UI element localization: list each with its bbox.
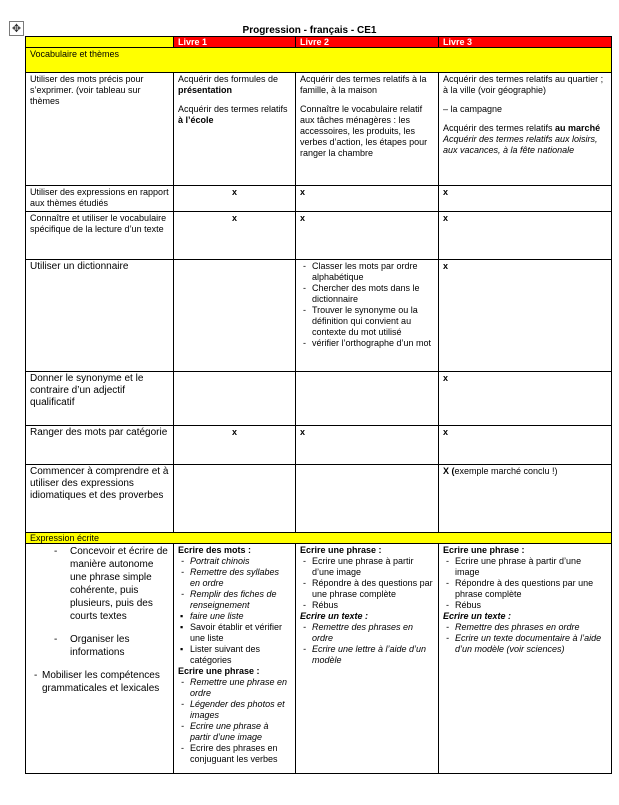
skill-text: Mobiliser les compétences grammaticales et lexicales xyxy=(42,670,160,694)
list-item: - Classer les mots par ordre alphabétique xyxy=(312,261,434,283)
list-item: - Ecrire une phrase à partir d’une image xyxy=(190,721,291,743)
cell-text-bold: X ( xyxy=(443,466,455,476)
list-item: - Ecrire une phrase à partir d’une image xyxy=(312,556,434,578)
table-move-handle-icon[interactable]: ✥ xyxy=(9,21,24,36)
list-item: ▪ faire une liste xyxy=(190,611,291,622)
section-row-expression-ecrite xyxy=(26,533,612,544)
skill-cell xyxy=(26,544,174,774)
skill-cell: Utiliser des mots précis pour s’exprimer. (voir tableau sur thèmes xyxy=(26,73,174,186)
skill-cell: Commencer à comprendre et à utiliser des expressions idiomatiques et des proverbes xyxy=(26,465,174,533)
livre2-mark: x xyxy=(296,212,439,260)
cell-text: exemple marché conclu !) xyxy=(454,466,558,476)
table-row xyxy=(26,73,612,186)
list-item: - Remettre des phrases en ordre xyxy=(455,622,607,633)
livre3-mark: x xyxy=(439,260,612,372)
cell-text-bold: au marché xyxy=(555,123,601,133)
list-item: ▪ Lister suivant des catégories xyxy=(190,644,291,666)
livre3-mark: x xyxy=(439,186,612,212)
header-row xyxy=(26,37,612,48)
cell-text: Acquérir des termes relatifs à la famille, à la maison xyxy=(300,74,427,95)
livre1-cell xyxy=(174,260,296,372)
section-row-vocabulaire xyxy=(26,48,612,73)
list-item: - Légender des photos et images xyxy=(190,699,291,721)
list xyxy=(443,556,607,611)
skill-cell: Utiliser un dictionnaire xyxy=(26,260,174,372)
list xyxy=(443,622,607,655)
page-title: Progression - français - CE1 xyxy=(242,25,377,36)
cell-heading: Ecrire une phrase : xyxy=(443,545,525,555)
table-row xyxy=(26,260,612,372)
header-livre-3: Livre 3 xyxy=(439,37,612,48)
skill-text: Organiser les informations xyxy=(70,634,130,658)
livre1-cell xyxy=(174,372,296,426)
section-title-expression-ecrite: Expression écrite xyxy=(26,533,612,544)
list xyxy=(178,611,291,666)
table-row xyxy=(26,426,612,465)
skill-cell: Utiliser des expressions en rapport aux thèmes étudiés xyxy=(26,186,174,212)
livre3-mark: x xyxy=(439,212,612,260)
skill-cell: Connaître et utiliser le vocabulaire spécifique de la lecture d’un texte xyxy=(26,212,174,260)
cell-heading: Ecrire un texte : xyxy=(300,611,369,621)
livre2-cell xyxy=(296,260,439,372)
livre3-cell xyxy=(439,544,612,774)
skill-cell: Donner le synonyme et le contraire d’un adjectif qualificatif xyxy=(26,372,174,426)
livre1-cell xyxy=(174,73,296,186)
livre2-cell xyxy=(296,544,439,774)
cell-text-bold: à l’école xyxy=(178,115,214,125)
livre2-mark: x xyxy=(296,426,439,465)
list xyxy=(300,622,434,666)
cell-heading: Ecrire un texte : xyxy=(443,611,512,621)
list-item: ▪ Savoir établir et vérifier une liste xyxy=(190,622,291,644)
list xyxy=(300,556,434,611)
list-item: - Ecrire une lettre à l’aide d’un modèle xyxy=(312,644,434,666)
list-item: - Rébus xyxy=(312,600,434,611)
livre3-mark: x xyxy=(439,372,612,426)
cell-heading: Ecrire des mots : xyxy=(178,545,252,555)
livre1-mark: x xyxy=(174,212,296,260)
table-row xyxy=(26,465,612,533)
cell-text-italic: Acquérir des termes relatifs aux loisirs, aux vacances, à la fête nationale xyxy=(443,134,598,155)
skill-item: - Mobiliser les compétences grammaticales et lexicales xyxy=(34,670,160,694)
cell-text: – la campagne xyxy=(443,104,503,114)
table-row xyxy=(26,186,612,212)
livre1-mark: x xyxy=(174,426,296,465)
header-livre-2: Livre 2 xyxy=(296,37,439,48)
list-item: - Trouver le synonyme ou la définition qui convient au contexte du mot utilisé xyxy=(312,305,434,338)
table-row xyxy=(26,372,612,426)
livre2-cell xyxy=(296,73,439,186)
cell-text: Acquérir des termes relatifs au quartier ; à la ville (voir géographie) xyxy=(443,74,604,95)
progression-table xyxy=(25,36,612,774)
dictionary-list xyxy=(300,261,434,349)
table-row xyxy=(26,212,612,260)
cell-text: Acquérir des termes relatifs xyxy=(178,104,288,114)
list-item: - Portrait chinois xyxy=(190,556,291,567)
cell-text: Acquérir des formules de xyxy=(178,74,279,84)
header-livre-1: Livre 1 xyxy=(174,37,296,48)
skill-item: - Organiser les informations xyxy=(54,634,130,658)
livre1-mark: x xyxy=(174,186,296,212)
livre1-cell xyxy=(174,544,296,774)
skill-item: - Concevoir et écrire de manière autonome une phrase simple cohérente, puis plusieurs, puis des courts textes xyxy=(54,546,168,622)
list-item: - Ecrire une phrase à partir d’une image xyxy=(455,556,607,578)
list-item: - Répondre à des questions par une phrase complète xyxy=(455,578,607,600)
skill-cell: Ranger des mots par catégorie xyxy=(26,426,174,465)
cell-text-bold: présentation xyxy=(178,85,233,95)
livre3-cell xyxy=(439,465,612,533)
cell-text: Connaître le vocabulaire relatif aux tâches ménagères : les accessoires, les produits, les verbes d’action, les étapes pour ranger la chambre xyxy=(300,104,428,158)
livre2-mark: x xyxy=(296,186,439,212)
livre2-cell xyxy=(296,465,439,533)
list-item: - Remplir des fiches de renseignement xyxy=(190,589,291,611)
cell-heading: Ecrire une phrase : xyxy=(178,666,260,676)
list xyxy=(178,677,291,765)
list-item: - Chercher des mots dans le dictionnaire xyxy=(312,283,434,305)
livre2-cell xyxy=(296,372,439,426)
section-title-vocabulaire: Vocabulaire et thèmes xyxy=(26,48,612,73)
list-item: - Remettre des phrases en ordre xyxy=(312,622,434,644)
livre1-cell xyxy=(174,465,296,533)
list xyxy=(178,556,291,611)
list-item: - Ecrire un texte documentaire à l’aide d’un modèle (voir sciences) xyxy=(455,633,607,655)
list-item: - Remettre une phrase en ordre xyxy=(190,677,291,699)
livre3-mark: x xyxy=(439,426,612,465)
skill-text: Concevoir et écrire de manière autonome une phrase simple cohérente, puis plusieurs, puis des courts textes xyxy=(70,546,168,622)
livre3-cell xyxy=(439,73,612,186)
table-row xyxy=(26,544,612,774)
cell-text: Acquérir des termes relatifs xyxy=(443,123,556,133)
list-item: - Rébus xyxy=(455,600,607,611)
list-item: - Ecrire des phrases en conjuguant les verbes xyxy=(190,743,291,765)
list-item: - Répondre à des questions par une phrase complète xyxy=(312,578,434,600)
list-item: - Remettre des syllabes en ordre xyxy=(190,567,291,589)
cell-heading: Ecrire une phrase : xyxy=(300,545,382,555)
header-cell-empty xyxy=(26,37,174,48)
list-item: - vérifier l’orthographe d’un mot xyxy=(312,338,434,349)
